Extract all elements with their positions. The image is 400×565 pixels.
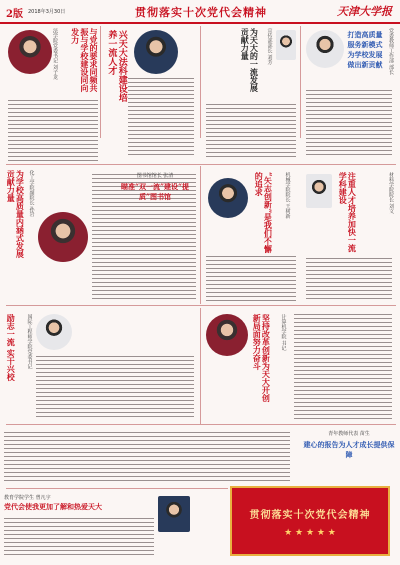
article-6-title: 瞄准“双一流”建设“提质”图书馆 <box>120 182 190 201</box>
article-4-title: 打造高质量服务新模式为学校发展做出新贡献 <box>347 30 383 69</box>
article-10-byline: 国际工程师学院党委书记 <box>26 314 33 369</box>
article-3-title: 为天大的一流发展贡献力量 <box>240 28 260 92</box>
article-8-title: 注重人才培养加快一流学科建设 <box>338 172 358 252</box>
article-11-title: 建心的报告为人才成长提供保障 <box>303 440 395 459</box>
end-banner-text: 贯彻落实十次党代会精神 <box>249 510 371 521</box>
article-1-title: 与党的要求同频共振与学校建设同向发力 <box>70 28 99 92</box>
article-5-title: 为学校高质量内涵式发展贡献力量 <box>6 170 26 258</box>
article-7-title: “矢志创新”是我们不懈的追求 <box>254 172 274 254</box>
page-header <box>0 0 400 24</box>
article-1-byline: 法学院党委书记 刘子龙 <box>52 28 58 80</box>
author-photo <box>276 30 296 60</box>
star-decoration-icon: ★ ★ ★ ★ ★ <box>284 528 336 538</box>
newspaper-name: 天津大学报 <box>337 5 392 18</box>
article-2 <box>102 26 198 162</box>
article-12-byline: 教育学院学生 曾凡宇 <box>4 495 51 501</box>
article-1 <box>4 26 100 162</box>
article-4 <box>302 26 396 162</box>
article-9 <box>202 310 396 422</box>
article-10 <box>4 310 198 422</box>
article-9-byline: 计算机学院 书记 <box>280 314 287 351</box>
article-12-title: 党代会使我更加了解和热爱天大 <box>4 502 102 511</box>
article-8-byline: 材料学院院长 刘文 <box>388 172 394 214</box>
article-9-title: 坚持改革创新为天大开创新局面努力奋斗 <box>252 314 272 402</box>
article-11 <box>302 428 396 484</box>
author-photo <box>306 30 344 68</box>
article-11-byline: 青年教师代表 苗生 <box>328 431 370 437</box>
article-6 <box>112 168 198 228</box>
article-4-byline: 党委教师工作部 部长 <box>388 28 394 75</box>
article-7-byline: 机械学院院长 王树新 <box>284 172 291 219</box>
end-banner <box>230 486 390 556</box>
article-3 <box>202 26 298 162</box>
author-photo <box>134 30 178 74</box>
article-12 <box>4 492 226 562</box>
issue-date: 2018年3月30日 <box>28 9 66 15</box>
article-body-block <box>4 428 294 486</box>
section-title: 贯彻落实十次党代会精神 <box>135 6 267 19</box>
article-6-byline: 图书馆馆长 张清 <box>136 173 174 179</box>
author-photo <box>306 174 332 208</box>
author-photo <box>208 178 248 218</box>
author-photo <box>206 314 248 356</box>
article-10-title: 励志一流 实干兴校 <box>6 314 17 381</box>
article-8 <box>302 168 396 304</box>
article-2-title: 兴天大法科建设培养一流人才 <box>106 30 127 102</box>
page-number: 2版 <box>6 9 23 20</box>
author-photo <box>8 30 52 74</box>
article-7 <box>202 168 298 304</box>
author-photo <box>158 496 190 532</box>
article-5-byline: 化工学院副院长 孙岩 <box>28 170 35 217</box>
author-photo <box>36 314 72 350</box>
author-photo <box>38 212 88 262</box>
article-3-byline: 宣传部部长 刘芳 <box>266 28 273 65</box>
